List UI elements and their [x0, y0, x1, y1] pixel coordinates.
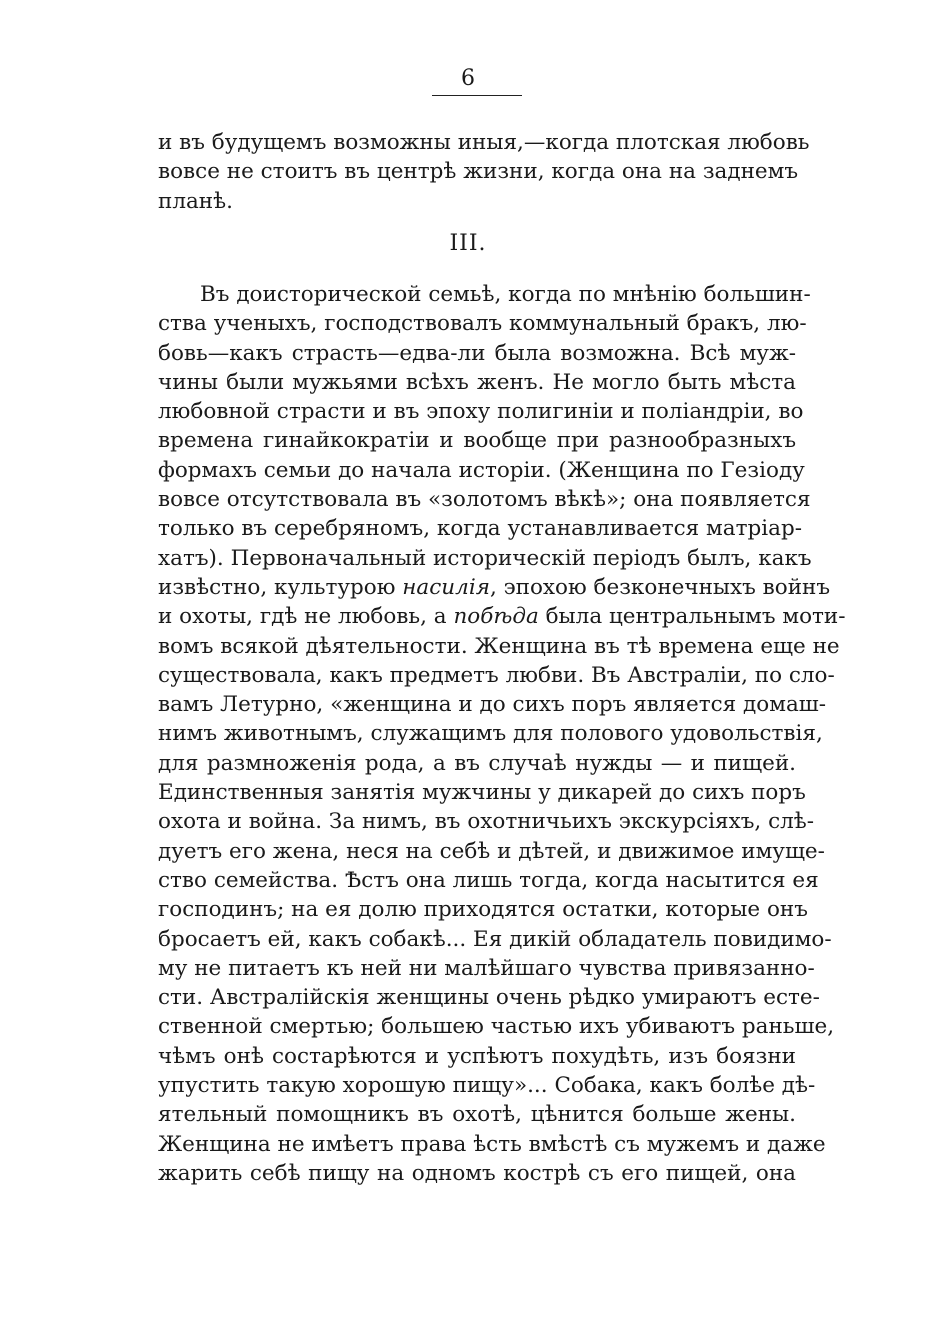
text-line: существовала, какъ предметъ любви. Въ Австраліи, по сло- — [158, 662, 835, 688]
section-heading: III. — [449, 231, 487, 256]
body-paragraph — [158, 280, 846, 1188]
text-line: извѣстно, культурою насилія, эпохою безконечныхъ войнъ — [158, 574, 831, 600]
text-line: упустить такую хорошую пищу»... Собака, какъ болѣе дѣ- — [158, 1073, 816, 1099]
header-rule — [432, 95, 522, 96]
text-line: Женщина не имѣетъ права ѣсть вмѣстѣ съ мужемъ и даже — [158, 1131, 826, 1157]
text-line: и въ будущемъ возможны иныя,—когда плотская любовь — [158, 130, 810, 155]
text-line: охота и война. За нимъ, въ охотничьихъ экскурсіяхъ, слѣ- — [158, 809, 815, 835]
text-line: ство семейства. Ѣстъ она лишь тогда, когда насытится ея — [158, 867, 819, 893]
emphasis-word: насилія — [402, 574, 490, 600]
text-line: Въ доисторической семьѣ, когда по мнѣнію большин- — [200, 282, 811, 307]
text-line: формахъ семьи до начала исторіи. (Женщина по Гезіоду — [158, 457, 805, 483]
text-line: вовсе отсутствовала въ «золотомъ вѣкѣ»; она появляется — [158, 487, 811, 513]
text-line: Единственныя занятія мужчины у дикарей до сихъ поръ — [158, 780, 806, 806]
text-line: жарить себѣ пищу на одномъ кострѣ съ его пищей, она — [158, 1160, 796, 1186]
text-line: ства ученыхъ, господствовалъ коммунальный бракъ, лю- — [158, 311, 807, 337]
text-line: му не питаетъ къ ней ни малѣйшаго чувства привязанно- — [158, 955, 815, 981]
text-line: сти. Австралійскія женщины очень рѣдко умираютъ есте- — [158, 985, 820, 1011]
text-line: вамъ Летурно, «женщина и до сихъ поръ является домаш- — [158, 692, 827, 718]
text-line: чины были мужьями всѣхъ женъ. Не могло быть мѣста — [158, 369, 796, 395]
text-line: только въ серебряномъ, когда устанавливается матріар- — [158, 516, 802, 542]
text-line: вовсе не стоитъ въ центрѣ жизни, когда она на заднемъ — [158, 159, 799, 185]
intro-paragraph — [158, 128, 810, 216]
text-line: вомъ всякой дѣятельности. Женщина въ тѣ времена еще не — [158, 633, 840, 659]
text-line: и охоты, гдѣ не любовь, а побѣда была центральнымъ моти- — [158, 604, 846, 630]
text-line: планѣ. — [158, 188, 233, 214]
text-line: господинъ; на ея долю приходятся остатки, которые онъ — [158, 897, 808, 923]
text-line: дуетъ его жена, неся на себѣ и дѣтей, и движимое имуще- — [158, 838, 825, 864]
emphasis-word: побѣда — [453, 604, 539, 630]
text-line: чѣмъ онѣ состарѣются и успѣютъ похудѣть, изъ боязни — [158, 1043, 796, 1069]
text-line: любовной страсти и въ эпоху полигиніи и поліандріи, во — [158, 399, 804, 425]
text-line: бросаетъ ей, какъ собакѣ... Ея дикій обладатель повидимо- — [158, 926, 832, 952]
text-line: хатъ). Первоначальный историческій періодъ былъ, какъ — [158, 545, 812, 571]
text-line: ятельный помощникъ въ охотѣ, цѣнится больше жены. — [158, 1102, 796, 1128]
text-line: бовь—какъ страсть—едва-ли была возможна. Всѣ муж- — [158, 340, 796, 366]
text-line: для размноженія рода, а въ случаѣ нужды — и пищей. — [158, 750, 796, 776]
text-line: времена гинайкократіи и вообще при разнообразныхъ — [158, 428, 796, 454]
page-number: 6 — [461, 66, 475, 91]
text-line: ственной смертью; большею частью ихъ убиваютъ раньше, — [158, 1014, 835, 1040]
text-line: нимъ животнымъ, служащимъ для полового удовольствія, — [158, 721, 823, 747]
